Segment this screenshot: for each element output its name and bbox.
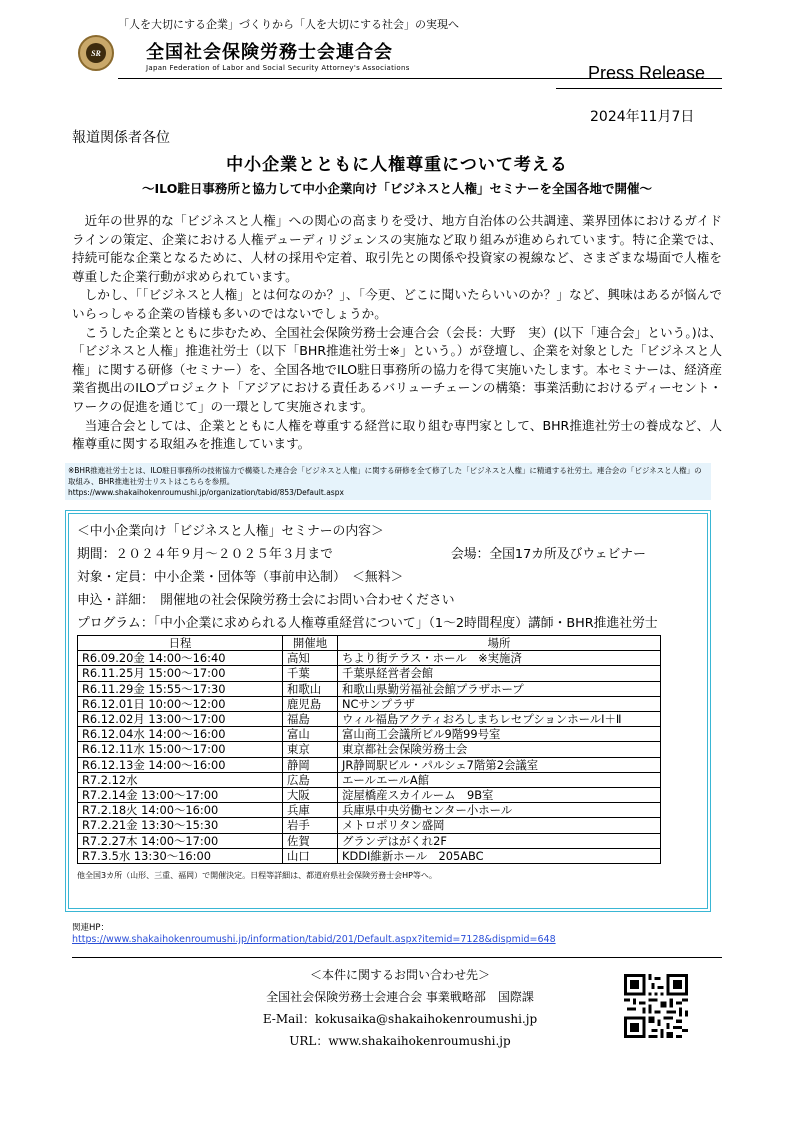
org-name: 全国社会保険労務士会連合会 bbox=[146, 42, 393, 63]
schedule-place: 広島 bbox=[283, 772, 338, 787]
schedule-venue: ちより街テラス・ホール ※実施済 bbox=[338, 651, 661, 666]
schedule-venue: 和歌山県勤労福祉会館プラザホープ bbox=[338, 681, 661, 696]
schedule-place: 東京 bbox=[283, 742, 338, 757]
schedule-date: R6.12.02月 13:00～17:00 bbox=[78, 712, 283, 727]
contact-dept: 全国社会保険労務士会連合会 事業戦略部 国際課 bbox=[266, 990, 534, 1004]
table-row bbox=[78, 651, 661, 666]
page-title: 中小企業とともに人権尊重について考える bbox=[226, 155, 568, 175]
schedule-venue: 兵庫県中央労働センター小ホール bbox=[338, 803, 661, 818]
schedule-date: R6.12.11水 15:00～17:00 bbox=[78, 742, 283, 757]
seminar-box bbox=[65, 510, 711, 912]
schedule-venue: 富山商工会議所ビル9階99号室 bbox=[338, 727, 661, 742]
schedule-date: R6.12.13金 14:00～16:00 bbox=[78, 757, 283, 772]
schedule-date: R7.3.5水 13:30～16:00 bbox=[78, 848, 283, 863]
logo-mark: SR bbox=[86, 43, 106, 63]
schedule-venue: NCサンプラザ bbox=[338, 696, 661, 711]
schedule-body bbox=[78, 651, 661, 864]
contact-block bbox=[210, 964, 590, 1052]
release-date: 2024年11月7日 bbox=[590, 109, 695, 125]
table-row bbox=[78, 848, 661, 863]
schedule-table bbox=[77, 635, 661, 864]
schedule-date: R6.11.29金 15:55～17:30 bbox=[78, 681, 283, 696]
seminar-apply: 申込・詳細： 開催地の社会保険労務士会にお問い合わせください bbox=[77, 593, 455, 608]
body-text bbox=[72, 212, 722, 454]
schedule-place: 千葉 bbox=[283, 666, 338, 681]
bhr-note-text: ※BHR推進社労士とは、ILO駐日事務所の技術協力で構築した連合会「ビジネスと人権」に関する研修を全て修了した「ビジネスと人権」に精通する社労士。連合会の「ビジネスと人権」の取組み、BHR推進社労士リストはこちらを参照。 bbox=[68, 466, 702, 486]
schedule-venue: KDDI維新ホール 205ABC bbox=[338, 848, 661, 863]
table-row bbox=[78, 727, 661, 742]
bhr-note bbox=[65, 463, 711, 500]
seminar-period-row bbox=[77, 543, 699, 566]
schedule-place: 鹿児島 bbox=[283, 696, 338, 711]
schedule-place: 佐賀 bbox=[283, 833, 338, 848]
table-row bbox=[78, 757, 661, 772]
contact-heading: ＜本件に関するお問い合わせ先＞ bbox=[309, 968, 490, 982]
related-link[interactable]: https://www.shakaihokenroumushi.jp/information/tabid/201/Default.aspx?itemid=7128&dispmid=648 bbox=[72, 934, 556, 945]
table-row bbox=[78, 696, 661, 711]
seminar-venue: 会場：全国17カ所及びウェビナー bbox=[450, 547, 646, 562]
schedule-venue: エールエールA館 bbox=[338, 772, 661, 787]
seminar-footnote: 他全国3カ所（山形、三重、福岡）で開催決定。日程等詳細は、都道府県社会保険労務士会HP等へ。 bbox=[77, 871, 437, 881]
org-name-en: Japan Federation of Labor and Social Security Attorney's Associations bbox=[146, 64, 410, 72]
table-row bbox=[78, 666, 661, 681]
schedule-venue: グランデはがくれ2F bbox=[338, 833, 661, 848]
schedule-place: 兵庫 bbox=[283, 803, 338, 818]
schedule-date: R6.12.04水 14:00～16:00 bbox=[78, 727, 283, 742]
schedule-date: R6.11.25月 15:00～17:00 bbox=[78, 666, 283, 681]
table-row bbox=[78, 833, 661, 848]
schedule-place: 和歌山 bbox=[283, 681, 338, 696]
schedule-venue: JR静岡駅ビル・パルシェ7階第2会議室 bbox=[338, 757, 661, 772]
schedule-date: R6.12.01日 10:00～12:00 bbox=[78, 696, 283, 711]
schedule-date: R7.2.14金 13:00～17:00 bbox=[78, 788, 283, 803]
schedule-venue: 千葉県経営者会館 bbox=[338, 666, 661, 681]
body-paragraph: しかし、「「ビジネスと人権」とは何なのか？」、「今更、どこに聞いたらいいのか？」など、興味はあるが悩んでいらっしゃる企業の皆様も多いのではないでしょうか。 bbox=[72, 287, 722, 321]
related-label: 関連HP： bbox=[72, 923, 110, 933]
schedule-place: 福島 bbox=[283, 712, 338, 727]
body-paragraph: 近年の世界的な「ビジネスと人権」への関心の高まりを受け、地方自治体の公共調達、業界団体におけるガイドラインの策定、企業における人権デューディリジェンスの実施など取り組みが進められています。特に企業では、持続可能な企業となるために、人材の採用や定着、取引先との関係や投資家の視線など、さまざまな場面で人権を尊重した企業行動が求められています。 bbox=[72, 213, 722, 284]
schedule-place: 岩手 bbox=[283, 818, 338, 833]
seminar-target: 対象・定員：中小企業・団体等（事前申込制） ＜無料＞ bbox=[77, 570, 404, 585]
press-release-underline bbox=[556, 88, 722, 89]
tagline: 「人を大切にする企業」づくりから「人を大切にする社会」の実現へ bbox=[118, 18, 459, 31]
schedule-header-venue: 場所 bbox=[338, 636, 661, 651]
body-paragraph: こうした企業とともに歩むため、全国社会保険労務士会連合会（会長：大野 実）(以下「連合会」という。)は、「ビジネスと人権」推進社労士（以下「BHR推進社労士※」という。）が登壇し、企業を対象とした「ビジネスと人権」に関する研修（セミナー）を、全国各地でILO駐日事務所の協力を得て実施いたします。本セミナーは、経済産業省拠出のILOプロジェクト「アジアにおける責任あるバリューチェーンの構築：事業活動におけるディーセント・ワークの促進を通じて」の一環として実施されます。 bbox=[72, 324, 722, 414]
footer-divider bbox=[72, 957, 722, 958]
table-row bbox=[78, 712, 661, 727]
table-row bbox=[78, 742, 661, 757]
schedule-date: R6.09.20金 14:00～16:40 bbox=[78, 651, 283, 666]
table-row bbox=[78, 803, 661, 818]
schedule-place: 大阪 bbox=[283, 788, 338, 803]
schedule-place: 山口 bbox=[283, 848, 338, 863]
addressee: 報道関係者各位 bbox=[72, 130, 170, 146]
seminar-period: 期間：２０２４年９月～２０２５年３月まで bbox=[77, 547, 333, 562]
schedule-place: 富山 bbox=[283, 727, 338, 742]
press-release-label: Press Release bbox=[588, 63, 706, 83]
org-logo-icon bbox=[78, 35, 114, 71]
schedule-header-row bbox=[78, 636, 661, 651]
contact-url[interactable]: URL：www.shakaihokenroumushi.jp bbox=[289, 1034, 511, 1048]
schedule-date: R7.2.18火 14:00～16:00 bbox=[78, 803, 283, 818]
seminar-program: プログラム：「中小企業に求められる人権尊重経営について」（1～2時間程度）講師・BHR推進社労士 bbox=[77, 616, 658, 631]
table-row bbox=[78, 788, 661, 803]
page-subtitle: ～ILO駐日事務所と協力して中小企業向け「ビジネスと人権」セミナーを全国各地で開催～ bbox=[142, 181, 652, 196]
table-row bbox=[78, 681, 661, 696]
schedule-date: R7.2.21金 13:30～15:30 bbox=[78, 818, 283, 833]
bhr-note-url[interactable]: https://www.shakaihokenroumushi.jp/organization/tabid/853/Default.aspx bbox=[68, 488, 344, 497]
schedule-date: R7.2.27木 14:00～17:00 bbox=[78, 833, 283, 848]
qr-code-icon[interactable] bbox=[624, 974, 688, 1038]
schedule-header-date: 日程 bbox=[78, 636, 283, 651]
schedule-place: 高知 bbox=[283, 651, 338, 666]
seminar-heading: ＜中小企業向け「ビジネスと人権」セミナーの内容＞ bbox=[77, 524, 384, 539]
schedule-venue: ウィル福島アクティおろしまちレセプションホールⅠ＋Ⅱ bbox=[338, 712, 661, 727]
body-paragraph: 当連合会としては、企業とともに人権を尊重する経営に取り組む専門家として、BHR推進社労士の養成など、人権尊重に関する取組みを推進しています。 bbox=[72, 417, 722, 452]
contact-email[interactable]: E-Mail：kokusaika@shakaihokenroumushi.jp bbox=[262, 1012, 538, 1026]
schedule-venue: 淀屋橋産スカイルーム 9B室 bbox=[338, 788, 661, 803]
schedule-venue: メトロポリタン盛岡 bbox=[338, 818, 661, 833]
schedule-header-place: 開催地 bbox=[283, 636, 338, 651]
table-row bbox=[78, 818, 661, 833]
schedule-date: R7.2.12水 bbox=[78, 772, 283, 787]
schedule-place: 静岡 bbox=[283, 757, 338, 772]
related-links bbox=[72, 922, 556, 946]
schedule-venue: 東京都社会保険労務士会 bbox=[338, 742, 661, 757]
table-row bbox=[78, 772, 661, 787]
